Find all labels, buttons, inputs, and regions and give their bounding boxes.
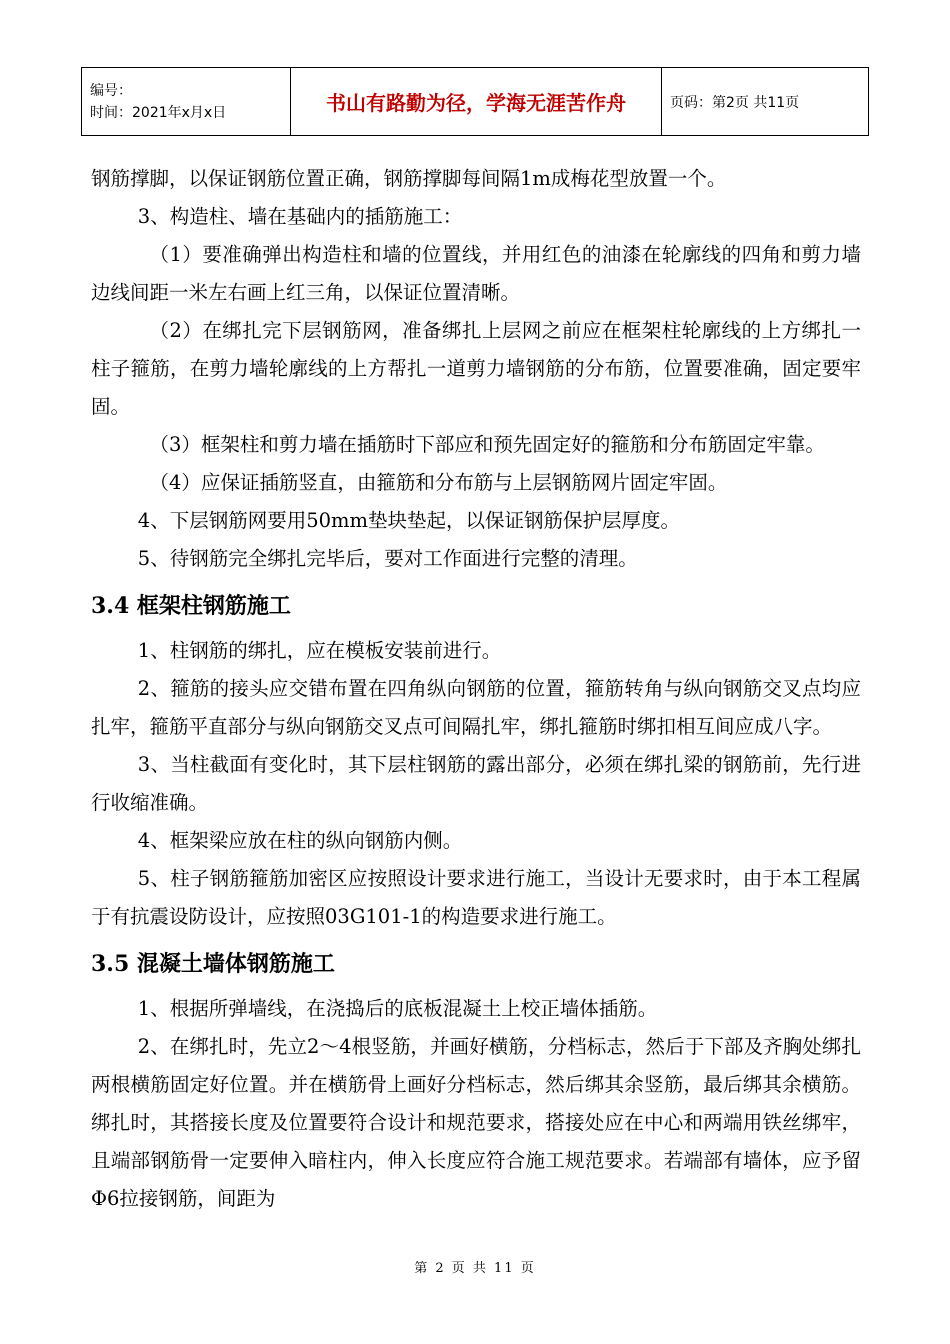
number-label: 编号： [90,82,132,99]
page-footer: 第 2 页 共 11 页 [414,1261,536,1276]
time-label: 时间：2021年x月x日 [90,104,227,121]
paragraph: （1）要准确弹出构造柱和墙的位置线，并用红色的油漆在轮廓线的四角和剪力墙边线间距一米左右画上红三角，以保证位置清晰。 [91,243,861,304]
document-header [81,67,869,136]
paragraph: （2）在绑扎完下层钢筋网，准备绑扎上层网之前应在框架柱轮廓线的上方绑扎一柱子箍筋，在剪力墙轮廓线的上方帮扎一道剪力墙钢筋的分布筋，位置要准确，固定要牢固。 [91,319,861,418]
paragraph: 2、在绑扎时，先立2～4根竖筋，并画好横筋，分档标志，然后于下部及齐胸处绑扎两根横筋固定好位置。并在横筋骨上画好分档标志，然后绑其余竖筋，最后绑其余横筋。绑扎时，其搭接长度及位置要符合设计和规范要求，搭接处应在中心和两端用铁丝绑牢，且端部钢筋骨一定要伸入暗柱内，伸入长度应符合施工规范要求。若端部有墙体，应予留Φ6拉接钢筋，间距为 [91,1035,861,1210]
paragraph: 5、待钢筋完全绑扎完毕后，要对工作面进行完整的清理。 [137,547,638,570]
paragraph: 3、构造柱、墙在基础内的插筋施工： [137,205,463,228]
paragraph: 1、根据所弹墙线，在浇捣后的底板混凝土上校正墙体插筋。 [137,997,658,1020]
header-meta-cell [82,68,291,136]
header-page-label: 页码：第2页 共11页 [662,68,869,136]
paragraph: （4）应保证插筋竖直，由箍筋和分布筋与上层钢筋网片固定牢固。 [149,471,728,494]
paragraph: 4、框架梁应放在柱的纵向钢筋内侧。 [137,829,463,852]
paragraph: 2、箍筋的接头应交错布置在四角纵向钢筋的位置，箍筋转角与纵向钢筋交叉点均应扎牢，箍筋平直部分与纵向钢筋交叉点可间隔扎牢，绑扎箍筋时绑扣相互间应成八字。 [91,677,861,738]
paragraph: 钢筋撑脚，以保证钢筋位置正确，钢筋撑脚每间隔1m成梅花型放置一个。 [91,167,727,190]
section-heading: 3.4 框架柱钢筋施工 [91,593,291,619]
paragraph: 4、下层钢筋网要用50mm垫块垫起，以保证钢筋保护层厚度。 [137,509,680,532]
section-heading: 3.5 混凝土墙体钢筋施工 [91,951,335,977]
paragraph: 1、柱钢筋的绑扎，应在模板安装前进行。 [137,639,502,662]
header-motto: 书山有路勤为径，学海无涯苦作舟 [291,68,662,136]
paragraph: （3）框架柱和剪力墙在插筋时下部应和预先固定好的箍筋和分布筋固定牢靠。 [149,433,825,456]
paragraph: 5、柱子钢筋箍筋加密区应按照设计要求进行施工，当设计无要求时，由于本工程属于有抗震设防设计，应按照03G101-1的构造要求进行施工。 [91,867,861,928]
paragraph: 3、当柱截面有变化时，其下层柱钢筋的露出部分，必须在绑扎梁的钢筋前，先行进行收缩准确。 [91,753,861,814]
document-body [91,160,861,1218]
